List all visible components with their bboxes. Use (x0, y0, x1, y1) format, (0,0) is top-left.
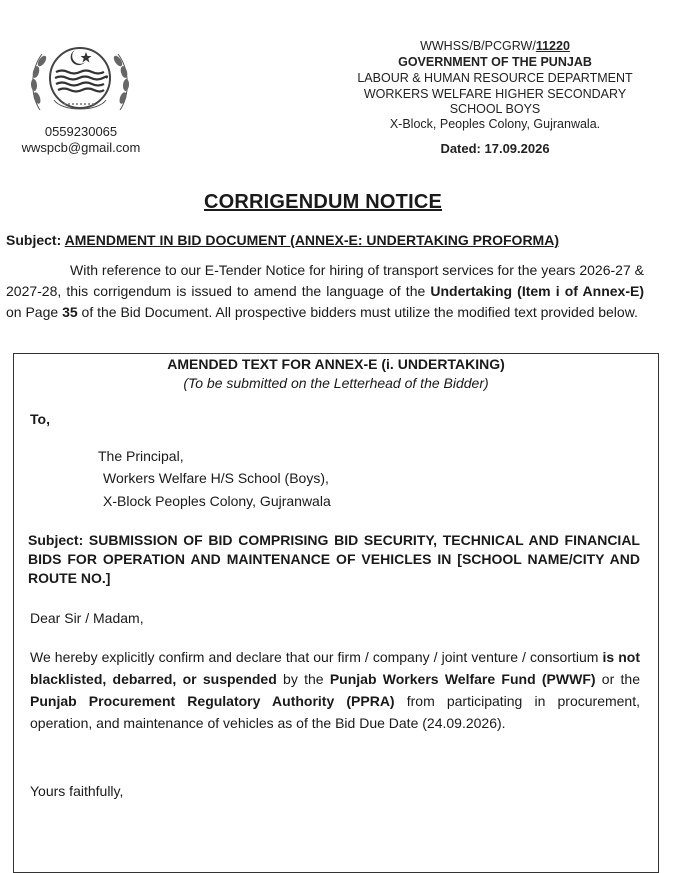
header-address: X-Block, Peoples Colony, Gujranwala. (389, 117, 601, 131)
header-department: LABOUR & HUMAN RESOURCE DEPARTMENT (357, 71, 633, 85)
recipient-to: To, (30, 411, 50, 427)
header-date: Dated: 17.09.2026 (440, 141, 550, 156)
amended-heading: AMENDED TEXT FOR ANNEX-E (i. UNDERTAKING) (167, 356, 505, 372)
declaration-paragraph: We hereby explicitly confirm and declare that our firm / company / joint venture / consortium is not blacklisted, debarred, or suspended by the Punjab Workers Welfare Fund (PWWF) or the Punjab Procurement Regulatory Authority (PPRA) from participating in procurement, operation, and maintenance of vehicles as of the Bid Due Date (24.09.2026). (30, 649, 640, 731)
address-line-3: X-Block Peoples Colony, Gujranwala (103, 493, 331, 509)
amended-subheading: (To be submitted on the Letterhead of the Bidder) (183, 375, 489, 391)
header-government: GOVERNMENT OF THE PUNJAB (398, 55, 592, 69)
header-school-line1: WORKERS WELFARE HIGHER SECONDARY (363, 87, 627, 101)
salutation: Dear Sir / Madam, (30, 610, 144, 626)
address-line-1: The Principal, (98, 448, 184, 464)
subject-value: AMENDMENT IN BID DOCUMENT (ANNEX-E: UNDERTAKING PROFORMA) (64, 232, 559, 248)
closing: Yours faithfully, (30, 783, 124, 799)
page-title: CORRIGENDUM NOTICE (203, 191, 443, 213)
header-school-line2: SCHOOL BOYS (449, 102, 541, 116)
reference-number: WWHSS/B/PCGRW/11220 (420, 39, 570, 53)
letter-subject: Subject: SUBMISSION OF BID COMPRISING BID SECURITY, TECHNICAL AND FINANCIAL BIDS FOR OPERATION AND MAINTENANCE OF VEHICLES IN [SCHOOL NAME/CITY AND ROUTE NO.] (28, 532, 640, 586)
intro-paragraph: With reference to our E-Tender Notice for hiring of transport services for the years 2026-27 & 2027-28, this corrigendum is issued to amend the language of the Undertaking (Item i of Annex-E) on Page 35 of the Bid Document. All prospective bidders must utilize the modified text provided below. (6, 262, 644, 320)
subject-label: Subject: (6, 232, 62, 248)
phone-number: 0559230065 (44, 124, 118, 139)
address-line-2: Workers Welfare H/S School (Boys), (103, 470, 329, 486)
email-address: wwspcb@gmail.com (21, 140, 141, 155)
government-seal-icon (28, 40, 132, 122)
subject-line (6, 232, 559, 248)
